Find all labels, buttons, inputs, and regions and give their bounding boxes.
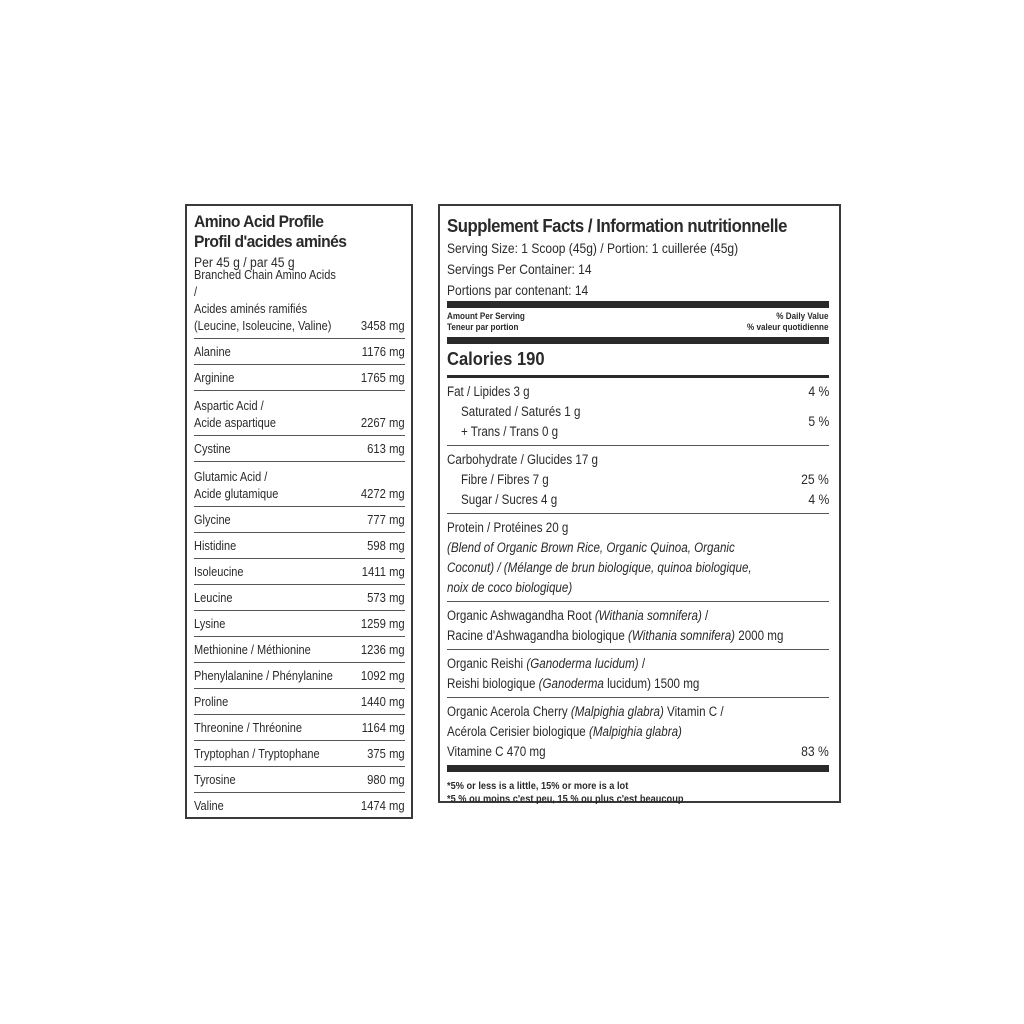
amino-value: 1236 mg <box>361 643 405 657</box>
amino-row <box>194 461 405 506</box>
amino-row <box>194 792 405 818</box>
fat-row <box>447 382 829 402</box>
divider-thick <box>447 337 829 344</box>
amino-row <box>194 740 405 766</box>
amino-value: 4272 mg <box>361 487 405 501</box>
amino-row <box>194 338 405 364</box>
amino-label: Glycine <box>194 513 231 527</box>
acerola-line-3 <box>447 742 829 762</box>
amino-label: Tryptophan / Tryptophane <box>194 747 320 761</box>
portions-par-contenant: Portions par contenant: 14 <box>447 282 589 298</box>
amino-acid-profile-panel <box>185 204 413 819</box>
reishi-latin: (Ganoderma lucidum) <box>526 656 639 671</box>
sugar-label: Sugar / Sucres 4 g <box>461 492 558 507</box>
amino-row <box>194 532 405 558</box>
amino-label: Glutamic Acid / Acide glutamique <box>194 470 279 501</box>
amino-label: Leucine <box>194 591 233 605</box>
amino-value: 613 mg <box>367 442 405 456</box>
protein-blend-line: (Blend of Organic Brown Rice, Organic Quinoa, Organic <box>447 540 735 555</box>
amino-label: Cystine <box>194 442 231 456</box>
amino-label: Threonine / Thréonine <box>194 721 303 735</box>
amount-header <box>447 308 829 337</box>
daily-value-header: % Daily Value % valeur quotidienne <box>747 311 829 332</box>
saturated-label: Saturated / Saturés 1 g <box>461 404 581 419</box>
serving-size: Serving Size: 1 Scoop (45g) / Portion: 1 cuillerée (45g) <box>447 240 739 256</box>
amino-value: 1474 mg <box>361 799 405 813</box>
servings-per-container: Servings Per Container: 14 <box>447 261 592 277</box>
amino-title-en: Amino Acid Profile <box>194 212 324 231</box>
amino-title-fr: Profil d'acides aminés <box>194 232 347 251</box>
amino-row <box>194 610 405 636</box>
amino-value: 1176 mg <box>362 345 405 359</box>
amino-row <box>194 558 405 584</box>
amino-value: 1440 mg <box>361 695 405 709</box>
amino-row <box>194 714 405 740</box>
amino-row <box>194 364 405 390</box>
amino-label: Alanine <box>194 345 231 359</box>
ashwa-text-fr: Racine d'Ashwagandha biologique <box>447 628 629 643</box>
acerola-latin: (Malpighia glabra) <box>570 704 664 719</box>
acerola-dv: 83 % <box>801 744 829 759</box>
amount-per-serving: Amount Per Serving Teneur par portion <box>447 311 525 332</box>
reishi-group <box>447 650 829 697</box>
acerola-text: Organic Acerola Cherry <box>447 704 571 719</box>
amino-row <box>194 636 405 662</box>
amino-value: 1259 mg <box>361 617 405 631</box>
sugar-dv: 4 % <box>808 492 829 507</box>
amino-rows <box>194 268 405 818</box>
amino-label: Lysine <box>194 617 226 631</box>
fibre-dv: 25 % <box>801 472 829 487</box>
amino-row <box>194 435 405 461</box>
amino-value: 980 mg <box>367 773 405 787</box>
footnote-en: *5% or less is a little, 15% or more is a lot <box>447 780 629 792</box>
ashwa-text: Organic Ashwagandha Root <box>447 608 595 623</box>
amino-label: Histidine <box>194 539 237 553</box>
fat-dv: 4 % <box>808 384 829 399</box>
ashwa-slash: / <box>701 608 709 623</box>
divider-thick <box>447 765 829 772</box>
amino-row <box>194 506 405 532</box>
ashwagandha-line-1 <box>447 606 776 626</box>
reishi-line-1 <box>447 654 776 674</box>
reishi-amount: lucidum) 1500 mg <box>603 676 700 691</box>
amino-value: 1092 mg <box>361 669 405 683</box>
protein-row <box>447 518 829 538</box>
amino-label: Phenylalanine / Phénylanine <box>194 669 333 683</box>
saturated-dv: 5 % <box>808 414 829 429</box>
amino-label: Aspartic Acid / Acide aspartique <box>194 399 276 430</box>
acerola-amount: Vitamine C 470 mg <box>447 744 546 759</box>
reishi-text: Organic Reishi <box>447 656 527 671</box>
trans-row <box>447 422 600 442</box>
ashwa-latin: (Withania somnifera) <box>594 608 702 623</box>
trans-label: + Trans / Trans 0 g <box>461 424 559 439</box>
supplement-facts-panel <box>438 204 841 803</box>
amino-label: Isoleucine <box>194 565 244 579</box>
fat-group <box>447 378 829 445</box>
protein-blend-line: noix de coco biologique) <box>447 580 573 595</box>
acerola-group <box>447 698 829 765</box>
amino-value: 1164 mg <box>362 721 405 735</box>
reishi-line-2 <box>447 674 776 694</box>
amino-label: Arginine <box>194 371 235 385</box>
amino-value: 1411 mg <box>362 565 405 579</box>
amino-value: 777 mg <box>367 513 405 527</box>
amino-label: Valine <box>194 799 224 813</box>
fibre-label: Fibre / Fibres 7 g <box>461 472 549 487</box>
protein-label: Protein / Protéines 20 g <box>447 520 569 535</box>
amino-label: Branched Chain Amino Acids / Acides aminés ramifiés (Leucine, Isoleucine, Valine) <box>194 268 336 333</box>
amino-row <box>194 584 405 610</box>
amino-label: Tyrosine <box>194 773 236 787</box>
amino-value: 3458 mg <box>361 319 405 333</box>
acerola-vitc: Vitamin C / <box>663 704 724 719</box>
amino-value: 1765 mg <box>361 371 405 385</box>
ashwa-amount: 2000 mg <box>735 628 784 643</box>
amino-value: 573 mg <box>367 591 405 605</box>
acerola-line-1 <box>447 702 776 722</box>
amino-value: 598 mg <box>367 539 405 553</box>
supplement-title: Supplement Facts / Information nutritionnelle <box>447 216 787 236</box>
ashwa-latin-fr: (Withania somnifera) <box>628 628 736 643</box>
reishi-latin-fr: (Ganoderma <box>538 676 604 691</box>
ashwagandha-group <box>447 602 829 649</box>
reishi-text-fr: Reishi biologique <box>447 676 539 691</box>
sugar-row <box>447 490 829 510</box>
carb-label: Carbohydrate / Glucides 17 g <box>447 452 599 467</box>
acerola-latin-fr: (Malpighia glabra) <box>588 724 682 739</box>
amino-row <box>194 268 405 338</box>
saturated-trans-group <box>447 402 829 442</box>
amino-label: Proline <box>194 695 229 709</box>
fat-label: Fat / Lipides 3 g <box>447 384 530 399</box>
amino-value: 375 mg <box>367 747 405 761</box>
calories: Calories 190 <box>447 349 545 369</box>
carb-row <box>447 450 829 470</box>
divider-thick <box>447 301 829 308</box>
carb-group <box>447 446 829 513</box>
footnote-fr: *5 % ou moins c'est peu, 15 % ou plus c'est beaucoup <box>447 793 684 805</box>
acerola-line-2 <box>447 722 776 742</box>
protein-blend-line: Coconut) / (Mélange de brun biologique, quinoa biologique, <box>447 560 752 575</box>
amino-per-serving: Per 45 g / par 45 g <box>194 255 295 270</box>
amino-value: 2267 mg <box>361 416 405 430</box>
protein-group <box>447 514 829 601</box>
ashwagandha-line-2 <box>447 626 784 646</box>
fibre-row <box>447 470 829 490</box>
amino-row <box>194 390 405 435</box>
acerola-text-fr: Acérola Cerisier biologique <box>447 724 589 739</box>
amino-row <box>194 662 405 688</box>
amino-label: Methionine / Méthionine <box>194 643 311 657</box>
saturated-row <box>447 402 600 422</box>
amino-row <box>194 688 405 714</box>
reishi-slash: / <box>638 656 646 671</box>
amino-row <box>194 766 405 792</box>
